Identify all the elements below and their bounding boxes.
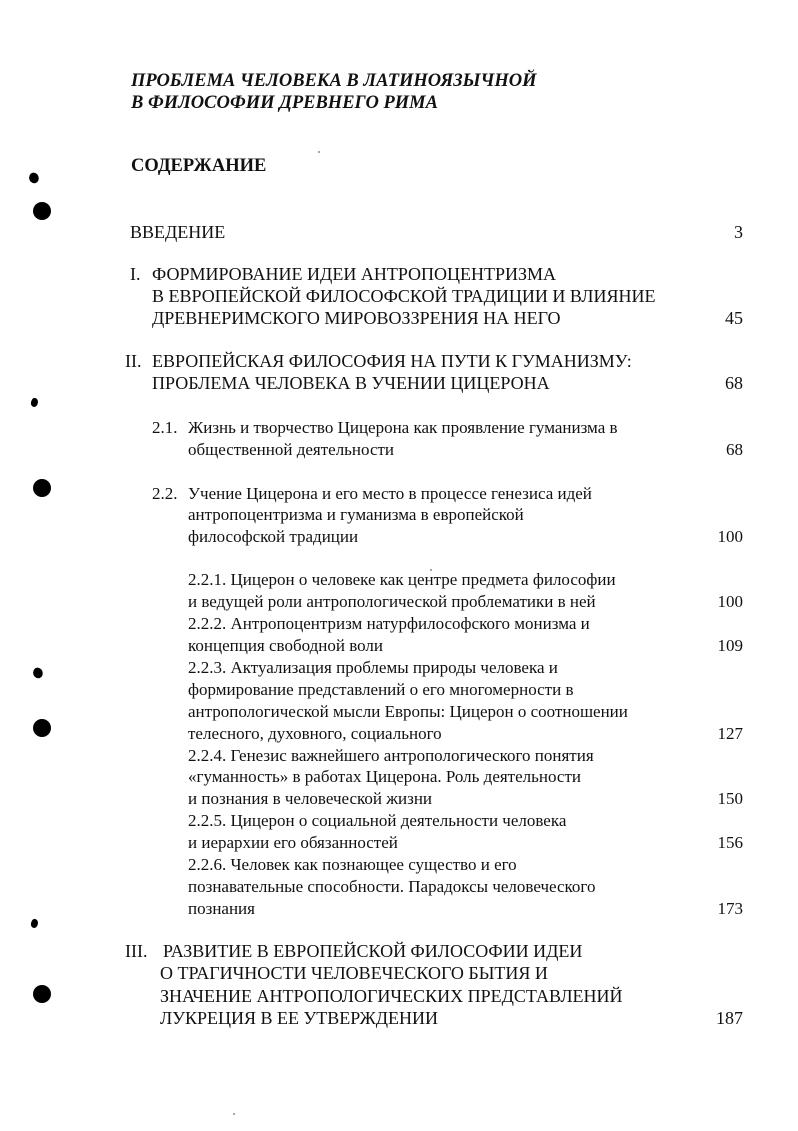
toc-entry-line: ПРОБЛЕМА ЧЕЛОВЕКА В УЧЕНИИ ЦИЦЕРОНА: [152, 373, 550, 393]
binder-hole-2: [33, 479, 51, 497]
section-number: 2.2.: [152, 484, 178, 503]
toc-heading: СОДЕРЖАНИЕ: [131, 156, 267, 176]
toc-entry-line: ЕВРОПЕЙСКАЯ ФИЛОСОФИЯ НА ПУТИ К ГУМАНИЗМУ:: [152, 351, 632, 371]
punch-mark-2: [29, 397, 39, 408]
punch-mark-3: [31, 666, 44, 679]
toc-page-number: 109: [717, 636, 743, 655]
scan-speck: [233, 1113, 235, 1115]
toc-entry-line: РАЗВИТИЕ В ЕВРОПЕЙСКОЙ ФИЛОСОФИИ ИДЕИ: [163, 941, 583, 961]
toc-page-number: 173: [717, 899, 743, 918]
toc-entry-line: ЗНАЧЕНИЕ АНТРОПОЛОГИЧЕСКИХ ПРЕДСТАВЛЕНИЙ: [160, 986, 623, 1006]
toc-entry-line: познания: [188, 899, 255, 918]
toc-entry-line: и ведущей роли антропологической проблематики в ней: [188, 592, 596, 611]
title-line-1: ПРОБЛЕМА ЧЕЛОВЕКА В ЛАТИНОЯЗЫЧНОЙ: [131, 71, 537, 91]
binder-hole-1: [33, 202, 51, 220]
toc-entry-line: Жизнь и творчество Цицерона как проявление гуманизма в: [188, 418, 618, 437]
toc-page-number: 68: [726, 440, 743, 459]
toc-entry-line: 2.2.6. Человек как познающее существо и его: [188, 855, 517, 874]
toc-entry-line: телесного, духовного, социального: [188, 724, 442, 743]
toc-entry-line: ЛУКРЕЦИЯ В ЕЕ УТВЕРЖДЕНИИ: [160, 1008, 438, 1028]
binder-hole-3: [33, 719, 51, 737]
toc-entry-line: ФОРМИРОВАНИЕ ИДЕИ АНТРОПОЦЕНТРИЗМА: [152, 264, 557, 284]
toc-entry-line: 2.2.4. Генезис важнейшего антропологического понятия: [188, 746, 594, 765]
toc-entry-line: философской традиции: [188, 527, 359, 546]
toc-entry-line: познавательные способности. Парадоксы человеческого: [188, 877, 596, 896]
section-number: 2.1.: [152, 418, 178, 437]
toc-entry-line: 2.2.2. Антропоцентризм натурфилософского монизма и: [188, 614, 590, 633]
toc-entry-line: антропоцентризма и гуманизма в европейской: [188, 505, 524, 524]
chapter-number: III.: [125, 941, 148, 961]
punch-mark-1: [27, 171, 40, 184]
scan-speck: [318, 151, 320, 153]
chapter-number: I.: [130, 264, 141, 284]
punch-mark-4: [29, 918, 39, 929]
toc-entry-line: «гуманность» в работах Цицерона. Роль деятельности: [188, 767, 581, 786]
binder-hole-4: [33, 985, 51, 1003]
document-title: [131, 70, 537, 114]
toc-entry-line: 2.2.3. Актуализация проблемы природы человека и: [188, 658, 558, 677]
toc-entry-line: 2.2.5. Цицерон о социальной деятельности человека: [188, 811, 567, 830]
toc-entry-line: и иерархии его обязанностей: [188, 833, 398, 852]
toc-page-number: 3: [734, 222, 743, 242]
toc-entry-label: ВВЕДЕНИЕ: [130, 222, 226, 242]
toc-entry-line: концепция свободной воли: [188, 636, 383, 655]
toc-entry-line: ДРЕВНЕРИМСКОГО МИРОВОЗЗРЕНИЯ НА НЕГО: [152, 308, 561, 328]
toc-entry-line: антропологической мысли Европы: Цицерон о соотношении: [188, 702, 628, 721]
toc-page-number: 45: [725, 308, 743, 328]
toc-page-number: 127: [717, 724, 743, 743]
toc-entry-line: Учение Цицерона и его место в процессе генезиса идей: [188, 484, 592, 503]
toc-page-number: 68: [725, 373, 743, 393]
toc-page-number: 187: [716, 1008, 743, 1028]
title-line-2: В ФИЛОСОФИИ ДРЕВНЕГО РИМА: [131, 93, 438, 113]
toc-page-number: 100: [717, 527, 743, 546]
toc-page-number: 150: [717, 789, 743, 808]
chapter-number: II.: [125, 351, 142, 371]
toc-entry-line: формирование представлений о его многомерности в: [188, 680, 574, 699]
toc-page-number: 156: [717, 833, 743, 852]
toc-page-number: 100: [717, 592, 743, 611]
toc-entry-line: О ТРАГИЧНОСТИ ЧЕЛОВЕЧЕСКОГО БЫТИЯ И: [160, 963, 548, 983]
toc-entry-line: общественной деятельности: [188, 440, 395, 459]
toc-entry-line: и познания в человеческой жизни: [188, 789, 433, 808]
toc-entry-line: В ЕВРОПЕЙСКОЙ ФИЛОСОФСКОЙ ТРАДИЦИИ И ВЛИЯНИЕ: [152, 286, 656, 306]
toc-entry-line: 2.2.1. Цицерон о человеке как центре предмета философии: [188, 570, 616, 589]
